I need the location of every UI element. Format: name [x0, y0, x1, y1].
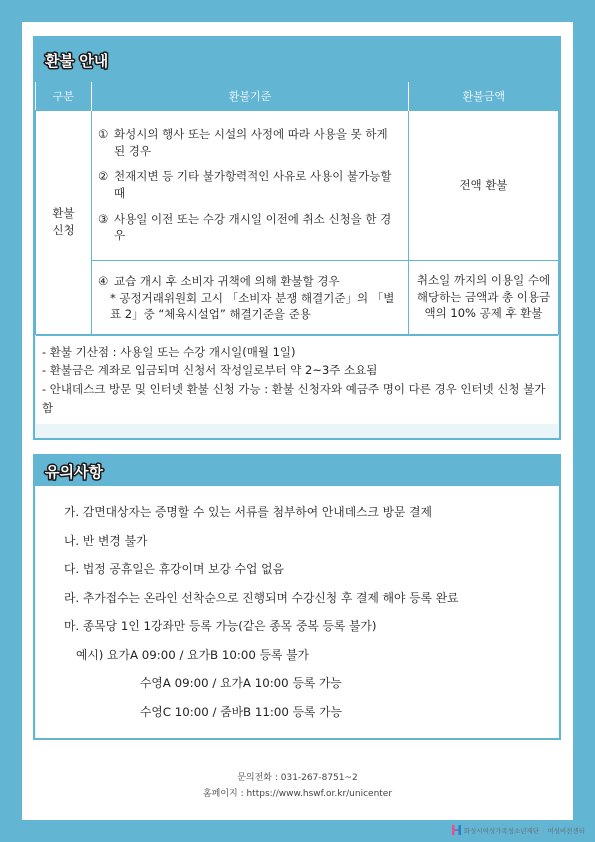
refund-section-title: 환불 안내: [45, 51, 109, 70]
table-header-row: [36, 82, 559, 110]
table-row: [36, 260, 559, 334]
example-prefix: 예시): [76, 647, 104, 662]
caution-section-title: 유의사항: [45, 462, 103, 481]
note-line: - 환불 기산점 : 사용일 또는 수강 개시일(매월 1일): [42, 344, 296, 359]
list-item: 나. 반 변경 불가: [64, 533, 148, 548]
criteria-item: [98, 273, 402, 290]
example-line: 수영C 10:00 / 줌바B 11:00 등록 가능: [140, 704, 342, 719]
list-item: 가. 감면대상자는 증명할 수 있는 서류를 첨부하여 안내데스크 방문 결제: [64, 505, 432, 519]
amount-cell: 취소일 까지의 이용일 수에 해당하는 금액과 총 이용금액의 10% 공제 후 환불: [409, 260, 559, 334]
category-line: 신청: [52, 223, 75, 237]
criteria-number: ②: [98, 169, 109, 184]
amount-cell: 전액 환불: [409, 110, 559, 260]
list-item: 다. 법정 공휴일은 휴강이며 보강 수업 없음: [64, 562, 284, 576]
contact-phone: 문의전화 : 031-267-8751~2: [237, 773, 358, 783]
list-item: 마. 종목당 1인 1강좌만 등록 가능(같은 종목 중복 등록 불가): [64, 619, 377, 633]
example-text: 요가A 09:00 / 요가B 10:00 등록 불가: [107, 647, 309, 662]
contact-homepage: 홈페이지 : https://www.hswf.or.kr/unicenter: [202, 789, 393, 799]
criteria-text: 사용일 이전 또는 수강 개시일 이전에 취소 신청을 한 경우: [114, 211, 392, 243]
header-criteria: 환불기준: [92, 82, 409, 110]
category-cell: [36, 110, 92, 334]
org-divider: |: [542, 826, 545, 834]
category-line: 환불: [52, 206, 75, 221]
criteria-number: ③: [98, 211, 109, 226]
example-line: [64, 645, 558, 674]
organization-credit: [452, 825, 585, 835]
criteria-sub-note: * 공정거래위원회 고시 「소비자 분쟁 해결기준」의 「별표 2」중 “체육시설업” 해결기준을 준용: [110, 290, 395, 322]
header-category: 구분: [36, 82, 92, 110]
example-line: 수영A 09:00 / 요가A 10:00 등록 가능: [140, 676, 342, 690]
criteria-text: 화성시의 행사 또는 시설의 사정에 따라 사용을 못 하게 된 경우: [114, 126, 388, 158]
caution-section-header: [35, 456, 559, 486]
refund-notes: [36, 335, 558, 425]
criteria-item: [98, 168, 402, 201]
criteria-item: [98, 126, 402, 159]
table-row: [36, 110, 559, 260]
criteria-cell: [92, 110, 409, 260]
foundation-logo-icon: [452, 825, 461, 835]
caution-section: [33, 454, 561, 740]
list-item: 라. 추가접수는 온라인 선착순으로 진행되며 수강신청 후 결제 해야 등록 완료: [64, 590, 459, 605]
header-amount: 환불금액: [409, 82, 559, 110]
criteria-number: ④: [98, 273, 109, 288]
org-sub: 여성비전센터: [547, 826, 585, 835]
criteria-number: ①: [98, 126, 109, 141]
org-name: 화성시여성가족청소년재단: [463, 826, 540, 835]
refund-table: [35, 82, 559, 335]
criteria-item: [98, 211, 402, 244]
refund-section-header: [35, 38, 559, 82]
criteria-text: 천재지변 등 기타 불가항력적인 사유로 사용이 불가능할 때: [114, 169, 392, 200]
criteria-cell: [92, 260, 409, 334]
caution-list: [36, 486, 558, 738]
criteria-text: 교습 개시 후 소비자 귀책에 의해 환불할 경우: [114, 273, 340, 288]
note-line: - 환불금은 계좌로 입금되며 신청서 작성일로부터 약 2~3주 소요됨: [42, 363, 378, 378]
note-line: - 안내데스크 방문 및 인터넷 환불 신청 가능 : 환불 신청자와 예금주 명이 다른 경우 인터넷 신청 불가함: [42, 382, 546, 416]
refund-section: [33, 36, 561, 440]
